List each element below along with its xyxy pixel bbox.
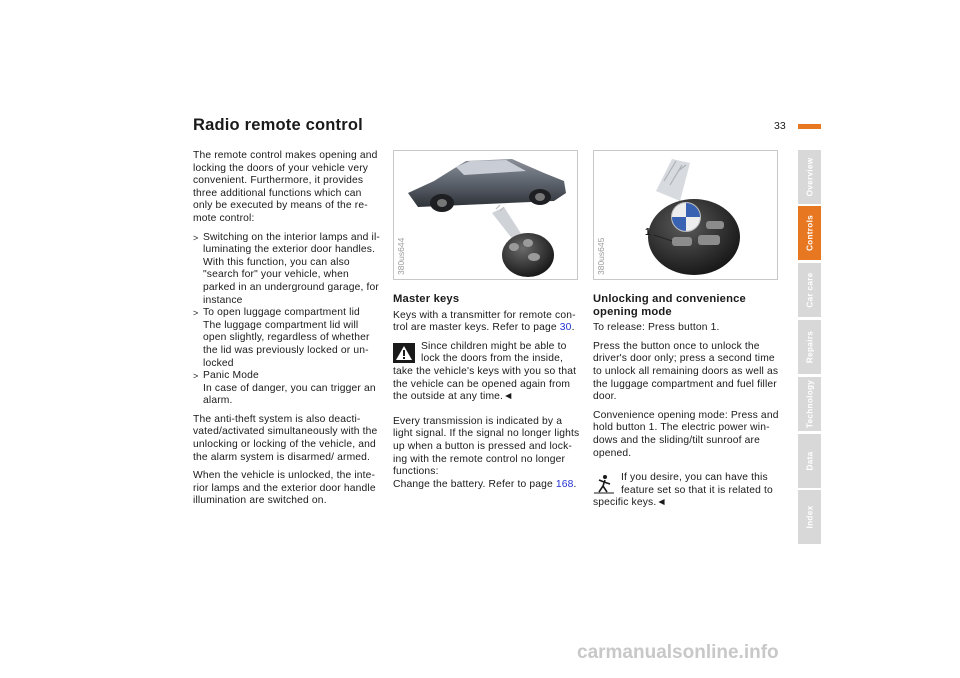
bullet-item (193, 232, 383, 308)
convenience-paragraph: Convenience opening mode: Press and hold button 1. The electric power win-dows and the sliding/tilt sunroof are opened. (593, 409, 779, 459)
end-mark-icon: ◄ (503, 391, 514, 403)
warning-icon (393, 343, 415, 363)
warning-text-tail: the vehicle can be opened again from the outside at any time. (393, 378, 571, 403)
tip-icon (593, 474, 615, 494)
bullet-text: Switching on the interior lamps and il-luminating the exterior door handles. With this function, you can also "search for" your vehicle, when parked in an underground garage, for instance (203, 231, 380, 306)
page-title: Radio remote control (193, 116, 363, 134)
bullet-arrow-icon: > (193, 371, 199, 382)
warning-note (393, 341, 583, 404)
bullet-subtext: The luggage compartment lid will open slightly, regardless of whether the lid was previously locked or un-locked (203, 319, 370, 369)
tab-index[interactable]: Index (798, 490, 821, 544)
figure-key-closeup (593, 150, 778, 280)
release-paragraph: To release: Press button 1. (593, 322, 720, 334)
bullet-item (193, 307, 383, 370)
car-key-illustration (394, 151, 577, 279)
interior-lamps-paragraph: When the vehicle is unlocked, the inte-rior lamps and the exterior door handle illumination are switched on. (193, 470, 376, 507)
end-mark-icon: ◄ (656, 497, 667, 509)
tab-data[interactable]: Data (798, 434, 821, 488)
page-link[interactable]: 30 (559, 322, 572, 334)
figure-code: 380us645 (596, 237, 606, 275)
callout-number: 1 (645, 227, 651, 238)
watermark: carmanualsonline.info (577, 642, 779, 663)
column-master-keys (393, 293, 583, 497)
column-unlocking (593, 293, 783, 510)
transmission-paragraph: Every transmission is indicated by a light signal. If the signal no longer lights up when a button is pressed and lock-ing with the remote control no longer functions: (393, 415, 580, 478)
tab-technology[interactable]: Technology (798, 377, 821, 431)
section-heading: Unlocking and convenience opening mode (593, 293, 746, 318)
figure-car-and-key (393, 150, 578, 280)
master-keys-paragraph: Keys with a transmitter for remote con-trol are master keys. Refer to page 30. (393, 309, 576, 334)
bullet-text: To open luggage compartment lid (203, 307, 360, 319)
battery-paragraph: Change the battery. Refer to page 168. (393, 478, 577, 490)
section-heading: Master keys (393, 293, 460, 305)
intro-paragraph: The remote control makes opening and locking the doors of your vehicle very convenient. Furthermore, it provides three additional functions which can only be executed by means of the re-mote control: (193, 150, 378, 224)
bullet-item (193, 370, 383, 408)
page-number-bar (798, 124, 821, 129)
figure-code: 380us644 (396, 237, 406, 275)
column-intro (193, 150, 383, 514)
key-closeup-illustration (594, 151, 777, 279)
tab-controls[interactable]: Controls (798, 206, 821, 260)
tip-note (593, 472, 783, 510)
bullet-arrow-icon: > (193, 308, 199, 319)
bullet-arrow-icon: > (193, 232, 199, 243)
tab-car-care[interactable]: Car care (798, 263, 821, 317)
tab-overview[interactable]: Overview (798, 150, 821, 204)
tip-text: If you desire, you can have this feature set so that it is related to specific keys. (593, 472, 773, 509)
tab-repairs[interactable]: Repairs (798, 320, 821, 374)
bullet-subtext: In case of danger, you can trigger an alarm. (203, 382, 376, 407)
anti-theft-paragraph: The anti-theft system is also deacti-vated/activated simultaneously with the unlocking or locking of the vehicle, and the alarm system is disarmed/ armed. (193, 413, 378, 463)
page-link[interactable]: 168 (555, 478, 574, 490)
warning-text: Since children might be able to lock the doors from the inside, take the vehicle's keys with you so that (393, 340, 577, 377)
bullet-text: Panic Mode (203, 370, 259, 382)
page-number: 33 (774, 120, 786, 132)
unlock-paragraph: Press the button once to unlock the driver's door only; press a second time to unlock all remaining doors as well as the luggage compartment and fuel filler door. (593, 340, 779, 403)
